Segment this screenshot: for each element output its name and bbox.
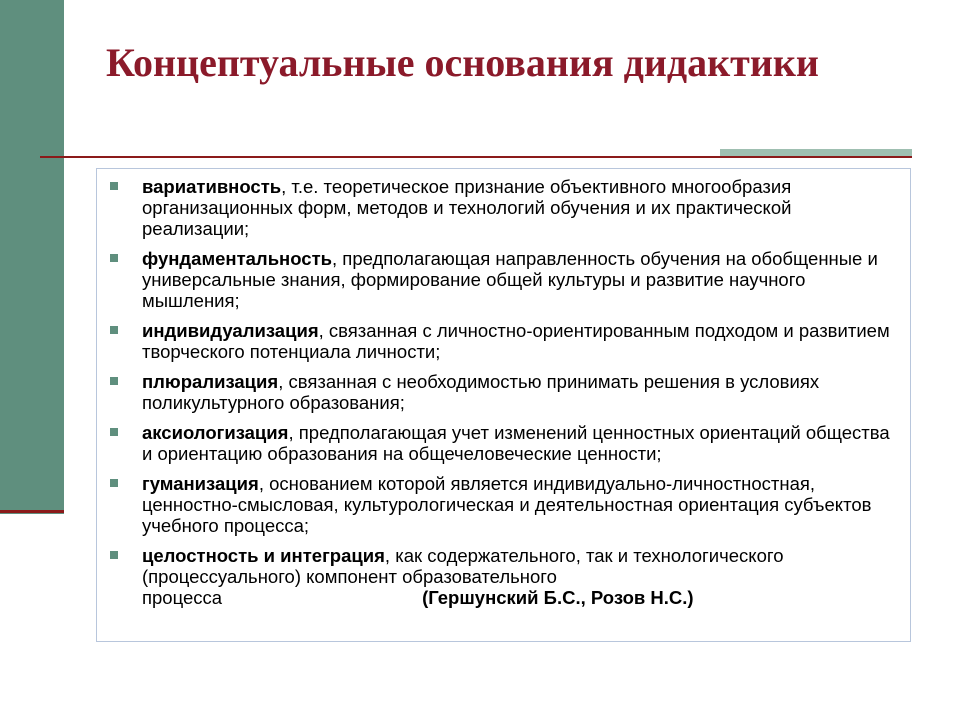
title-rule xyxy=(40,156,912,158)
item-term: гуманизация xyxy=(142,473,259,494)
title-accent-block xyxy=(720,149,912,156)
item-text: , предполагающая учет изменений ценностных ориентаций общества и ориентацию образования на общечеловеческие ценности; xyxy=(142,422,890,464)
square-bullet-icon xyxy=(110,377,118,385)
square-bullet-icon xyxy=(110,428,118,436)
square-bullet-icon xyxy=(110,254,118,262)
item-term: индивидуализация xyxy=(142,320,319,341)
square-bullet-icon xyxy=(110,182,118,190)
square-bullet-icon xyxy=(110,479,118,487)
list-item xyxy=(110,248,900,311)
list-item xyxy=(110,176,900,239)
list-item xyxy=(110,422,900,464)
item-text: , связанная с личностно-ориентированным подходом и развитием творческого потенциала личности; xyxy=(142,320,890,362)
item-term: фундаментальность xyxy=(142,248,333,269)
slide-title: Концептуальные основания дидактики xyxy=(106,40,819,85)
square-bullet-icon xyxy=(110,326,118,334)
left-decorative-bar xyxy=(0,0,64,514)
square-bullet-icon xyxy=(110,551,118,559)
list-item xyxy=(110,545,900,608)
item-term: аксиологизация xyxy=(142,422,289,443)
list-item xyxy=(110,320,900,362)
item-term: плюрализация xyxy=(142,371,279,392)
item-text: , основанием которой является индивидуально-личностностная, ценностно-смысловая, культурологическая и деятельностная ориентация субъектов учебного процесса; xyxy=(142,473,872,536)
author-citation: (Гершунский Б.С., Розов Н.С.) xyxy=(422,587,694,608)
item-text: , предполагающая направленность обучения на обобщенные и универсальные знания, формирование общей культуры и развитие научного мышления; xyxy=(142,248,878,311)
left-bar-rule xyxy=(0,510,64,513)
list-item xyxy=(110,371,900,413)
list-item xyxy=(110,473,900,536)
item-text: , связанная с необходимостью принимать решения в условиях поликультурного образования; xyxy=(142,371,820,413)
item-text: , как содержательного, так и технологического (процессуального) компонент образовательного процесса xyxy=(142,545,784,608)
item-text: , т.е. теоретическое признание объективного многообразия организационных форм, методов и технологий обучения и их практической реализации; xyxy=(142,176,792,239)
concept-list xyxy=(110,176,900,617)
item-term: целостность и интеграция xyxy=(142,545,385,566)
item-term: вариативность xyxy=(142,176,282,197)
